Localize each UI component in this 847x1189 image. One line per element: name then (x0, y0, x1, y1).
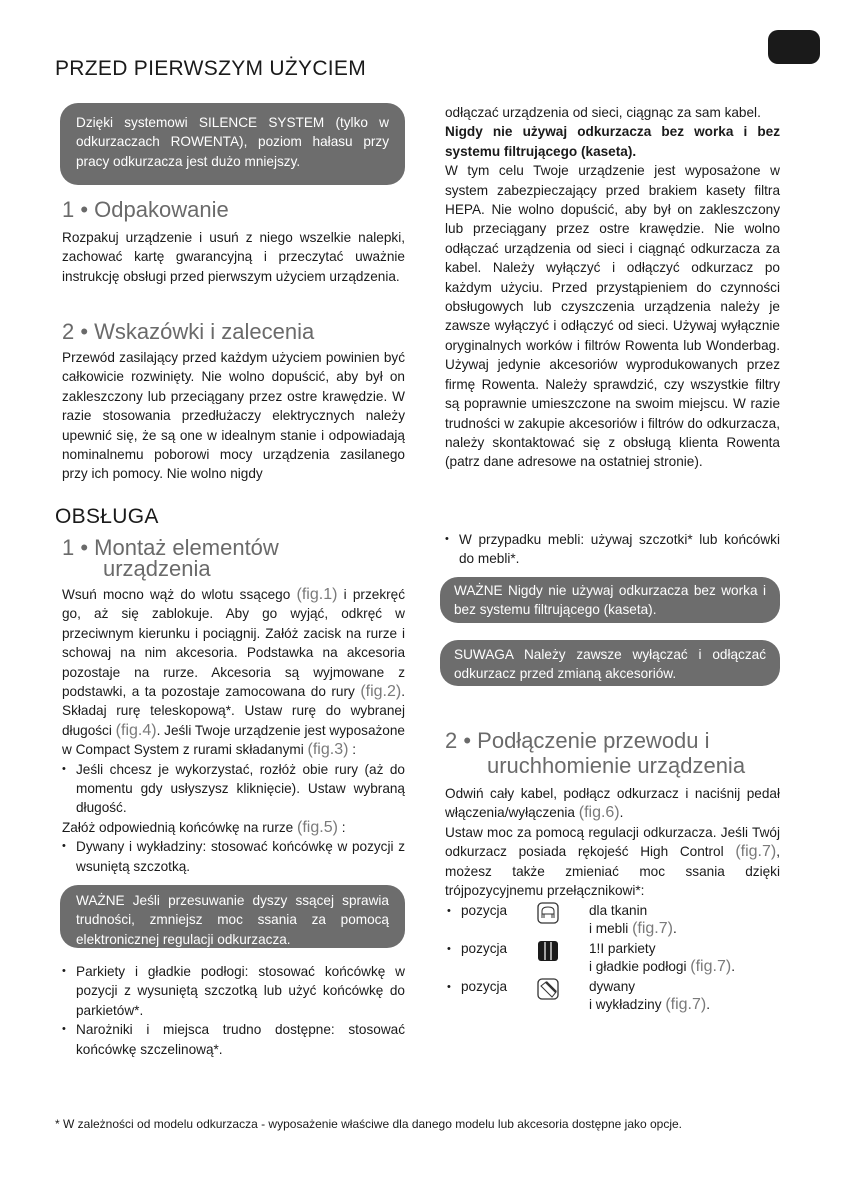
heading-montaz (62, 537, 279, 579)
list-item: • W przypadku mebli: używaj szczotki* lub końcówki do mebli*. (445, 530, 780, 569)
fig-ref: (fig.3) (307, 741, 349, 759)
fig-ref: (fig.1) (296, 586, 338, 603)
text: i wykładziny (589, 997, 666, 1012)
position-desc (589, 940, 789, 976)
text: pozycja (461, 941, 508, 956)
safety-text-1: odłączać urządzenia od sieci, ciągnąc za sam kabel. (445, 105, 761, 120)
text: . (706, 997, 710, 1012)
list-item: • Narożniki i miejsca trudno dostępne: stosować końcówkę szczelinową*. (62, 1020, 405, 1059)
heading-montaz-line1: 1 • Montaż elementów (62, 535, 279, 560)
text: 1!I parkiety (589, 941, 656, 956)
footnote: * W zależności od modelu odkurzacza - wyposażenie właściwe dla danego modelu lub akcesoria dostępne jako opcje. (55, 1117, 683, 1131)
text: Ustaw moc za pomocą regulacji odkurzacza. Jeśli Twój odkurzacz posiada rękojeść High Control (445, 824, 780, 860)
section-title-obsluga: OBSŁUGA (55, 505, 159, 528)
heading-wskazowki: 2 • Wskazówki i zalecenia (62, 319, 315, 344)
heading-podlaczenie-line1: 2 • Podłączenie przewodu i (445, 728, 710, 753)
fig-ref: (fig.7) (632, 920, 673, 937)
floor-list (62, 962, 405, 1059)
fig-ref: (fig.2) (360, 683, 402, 701)
list-item: • Jeśli chcesz je wykorzystać, rozłóż obie rury (aż do momentu gdy usłyszysz kliknięcie). Ustaw wybraną długość. (62, 760, 405, 818)
text: dywany (589, 979, 636, 994)
text: . (619, 805, 624, 821)
safety-text: Przewód zasilający przed każdym użyciem powinien być całkowicie rozwinięty. Nie wolno dopuścić, aby był on zakleszczony lub przeciągany przez ostre krawędzie. W razie stosowania przedłużaczy elektrycznych należy upewnić się, że są one w idealnym stanie i odpowiadają nominalnemu poborowi mocy urządzenia zasilanego przy ich pomocy. Nie wolno nigdy (62, 350, 405, 482)
heading-podlaczenie-line2: uruchhomienie urządzenia (487, 753, 746, 778)
armchair-icon (537, 902, 589, 938)
text: Wsuń mocno wąż do wlotu ssącego (62, 587, 297, 602)
fig-ref: (fig.7) (735, 843, 777, 861)
fig-ref: (fig.7) (690, 958, 732, 975)
page-tab-marker (768, 30, 820, 64)
position-label: • pozycja (447, 941, 508, 956)
text: Odwiń cały kabel, podłącz odkurzacz i naciśnij pedał włączenia/wyłączenia (445, 786, 780, 821)
assembly-text (62, 585, 405, 876)
text: . Jeśli Twoje urządzenie jest wyposażone w Compact System z rurami składanymi (62, 722, 405, 758)
note-warning: SUWAGA Należy zawsze wyłączać i odłączać odkurzacz przed zmianą akcesoriów. (440, 640, 780, 686)
switch-positions (447, 902, 789, 1014)
text: Załóż odpowiednią końcówkę na rurze (62, 819, 298, 835)
fig-ref: (fig.7) (665, 996, 707, 1013)
position-desc (589, 978, 789, 1014)
heading-podlaczenie (445, 728, 745, 778)
heading-odpakowanie: 1 • Odpakowanie (62, 197, 229, 222)
text: . (731, 959, 735, 974)
list-item: • Parkiety i gładkie podłogi: stosować końcówkę w pozycji z wysuniętą szczotką lub użyć końcówkę do parkietów*. (62, 962, 405, 1020)
text: : (337, 819, 346, 835)
warning-bold: Nigdy nie używaj odkurzacza bez worka i bez systemu filtrującego (kaseta). (445, 124, 780, 159)
text: pozycja (461, 903, 508, 918)
furniture-list (445, 530, 780, 569)
text: , możesz także zmieniać moc ssania dzięki trójpozycyjnemu przełącznikowi*: (445, 844, 780, 899)
carpet-icon (537, 978, 589, 1014)
heading-montaz-line2: urządzenia (103, 556, 211, 581)
fig-ref: (fig.6) (578, 804, 620, 822)
text: dla tkanin (589, 903, 648, 918)
list-item: • Dywany i wykładziny: stosować końcówkę w pozycji z wsuniętą szczotką. (62, 837, 405, 876)
text: . Składaj rurę teleskopową*. Ustaw rurę do wybranej długości (62, 684, 405, 738)
position-desc (589, 902, 789, 938)
text: . (672, 921, 677, 936)
unpacking-text: Rozpakuj urządzenie i usuń z niego wszelkie nalepki, zachować kartę gwarancyjną i przeczytać uważnie instrukcję obsługi przed pierwszym użyciem urządzenia. (62, 230, 405, 284)
text: pozycja (461, 979, 508, 994)
position-label: • pozycja (447, 979, 508, 994)
text: : (348, 742, 356, 758)
position-label: • pozycja (447, 903, 508, 918)
silence-system-note: Dzięki systemowi SILENCE SYSTEM (tylko w odkurzaczach ROWENTA), poziom hałasu przy pracy odkurzacza jest dużo mniejszy. (60, 103, 405, 185)
connection-text (445, 784, 780, 900)
page-title: PRZED PIERWSZYM UŻYCIEM (55, 57, 367, 80)
text: i gładkie podłogi (589, 959, 691, 974)
fig-ref: (fig.4) (115, 721, 157, 739)
text: i mebli (589, 921, 633, 936)
safety-text-2: W tym celu Twoje urządzenie jest wyposażone w system zabezpieczający przed brakiem kasety filtra HEPA. Nie wolno dopuścić, aby był on zakleszczony lub przeciągany przez ostre krawędzie. Nie wolno odłączać urządzenia od sieci i ciągnąć odkurzacza za kabel. Należy wyłączyć i odłączyć odkurzacz po każdym użyciu. Przed przystąpieniem do czynności obsługowych lub czyszczenia urządzenia należy je zawsze wyłączyć i odłączyć od sieci. Używaj wyłącznie oryginalnych worków i filtrów Rowenta lub Wonderbag. Używaj jedynie akcesoriów wyprodukowanych przez firmę Rowenta. Należy sprawdzić, czy wszystkie filtry są poprawnie umieszczone na swoim miejscu. W razie trudności w zakupie akcesoriów i filtrów do odkurzacza, należy skontaktować się z obsługą klienta Rowenta (patrz dane adresowe na ostatniej stronie). (445, 163, 780, 470)
safety-text-continued (445, 103, 780, 472)
text: i przekręć go, aż się zablokuje. Aby go wyjąć, odkręć w przeciwnym kierunku i pociągnij. Załóż zacisk na rurze i schowaj na nim akcesoria. Podstawka na akcesoria pozostaje na rurze. Akcesoria są wyjmowane z podstawki, a ta pozostaje zamocowana do rury (62, 587, 405, 700)
fig-ref: (fig.5) (297, 818, 338, 836)
note-important: WAŻNE Nigdy nie używaj odkurzacza bez worka i bez systemu filtrującego (kaseta). (440, 577, 780, 623)
parquet-brush-icon (537, 940, 589, 976)
note-suction-power: WAŻNE Jeśli przesuwanie dyszy ssącej sprawia trudności, zmniejsz moc ssania za pomocą elektronicznej regulacji odkurzacza. (60, 885, 405, 948)
